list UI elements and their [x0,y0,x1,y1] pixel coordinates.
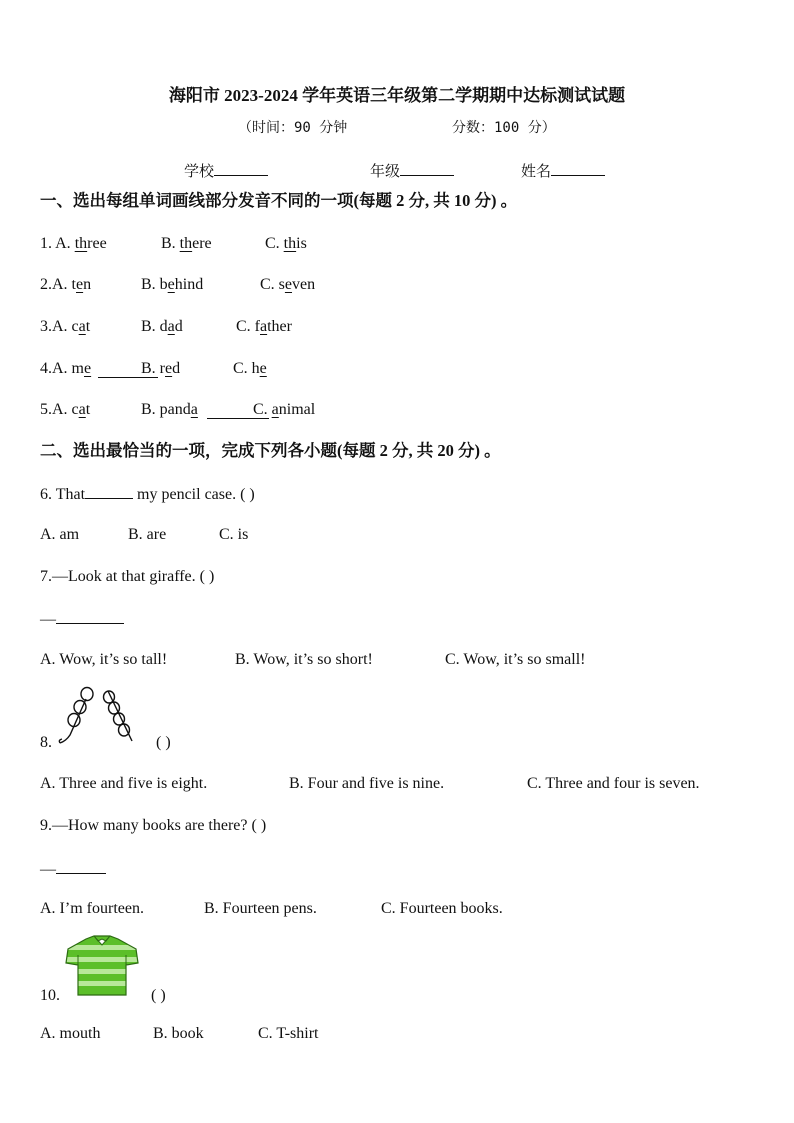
q1-option-c: C. this [265,235,307,252]
q4-option-a: 4.A. me [40,360,92,377]
school-field[interactable] [184,160,268,182]
question-10-number: 10. [40,987,60,1004]
q1-option-a: 1. A. three [40,235,107,252]
q4-option-c: C. he [233,360,267,377]
exam-title: 海阳市 2023-2024 学年英语三年级第二学期期中达标测试试题 [168,86,626,105]
q6-option-c: C. is [219,526,249,543]
q8-option-b: B. Four and five is nine. [289,775,445,792]
q2-option-c: C. seven [260,276,316,293]
question-7-stem: 7.—Look at that giraffe. ( ) [40,568,215,585]
q5-option-a: 5.A. cat [40,401,91,418]
q2-option-b: B. behind [141,276,204,293]
exam-time: （时间：90 分钟 [238,120,348,136]
q7-answer-blank[interactable] [56,608,124,624]
q8-option-c: C. Three and four is seven. [527,775,700,792]
grade-label: 年级 [370,164,401,180]
q10-option-b: B. book [153,1025,204,1042]
q3-option-c: C. father [236,318,292,335]
q3-option-a: 3.A. cat [40,318,91,335]
q1-option-b: B. there [161,235,212,252]
q10-answer-paren[interactable]: ( ) [151,987,166,1004]
q3-option-b: B. dad [141,318,183,335]
q7-option-b: B. Wow, it’s so short! [235,651,373,668]
q9-option-a: A. I’m fourteen. [40,900,144,917]
section-1-heading: 一、选出每组单词画线部分发音不同的一项(每题 2 分, 共 10 分) 。 [40,191,518,210]
exam-score: 分数：100 分） [452,120,556,136]
question-6-stem: 6. That my pencil case. ( ) [40,483,255,505]
grade-field[interactable] [370,160,454,182]
name-field[interactable] [521,160,605,182]
q2-option-a: 2.A. ten [40,276,92,293]
skewers-picture [56,685,146,747]
q9-answer-blank[interactable] [56,858,106,874]
q10-option-c: C. T-shirt [258,1025,319,1042]
q10-option-a: A. mouth [40,1025,101,1042]
q8-answer-paren[interactable]: ( ) [156,734,171,751]
q6-answer-blank[interactable] [85,483,133,499]
school-blank[interactable] [214,160,268,176]
q6-option-b: B. are [128,526,167,543]
q7-option-c: C. Wow, it’s so small! [445,651,586,668]
q5-option-b: B. panda [141,401,198,418]
question-8-number: 8. [40,734,52,751]
q4-option-b: B. red [141,360,181,377]
name-blank[interactable] [551,160,605,176]
name-label: 姓名 [521,164,552,180]
section-2-heading: 二、选出最恰当的一项，完成下列各小题(每题 2 分, 共 20 分) 。 [40,441,501,460]
q5-option-c: C. animal [253,401,316,418]
q8-option-a: A. Three and five is eight. [40,775,208,792]
q9-option-b: B. Fourteen pens. [204,900,317,917]
question-9-stem: 9.—How many books are there? ( ) [40,817,267,834]
grade-blank[interactable] [400,160,454,176]
q9-reply: — [40,858,106,880]
q7-reply: — [40,608,124,630]
q6-option-a: A. am [40,526,80,543]
tshirt-picture [62,933,142,999]
school-label: 学校 [184,164,215,180]
q7-option-a: A. Wow, it’s so tall! [40,651,168,668]
q9-option-c: C. Fourteen books. [381,900,503,917]
